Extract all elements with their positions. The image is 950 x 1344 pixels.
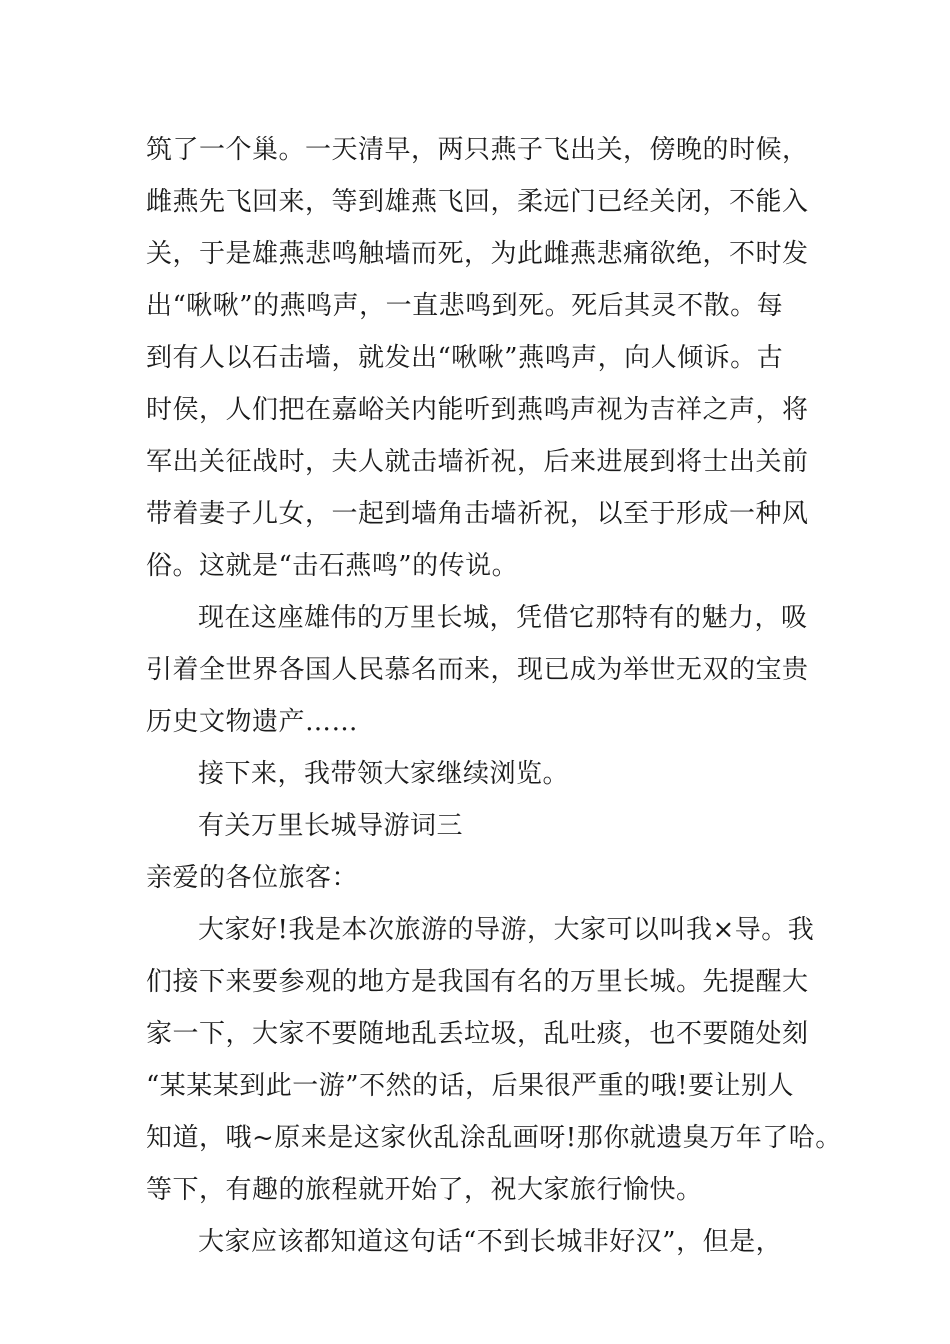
paragraph-start-line: 接下来，我带领大家继续浏览。 <box>198 759 570 789</box>
text-line: 引着全世界各国人民慕名而来，现已成为举世无双的宝贵 <box>146 655 809 685</box>
text-line: 出“啾啾”的燕鸣声，一直悲鸣到死。死后其灵不散。每 <box>146 291 784 321</box>
text-line: 带着妻子儿女，一起到墙角击墙祈祝，以至于形成一种风 <box>146 499 809 529</box>
text-line: 雌燕先飞回来，等到雄燕飞回，柔远门已经关闭，不能入 <box>146 187 809 217</box>
text-line: 知道，哦~原来是这家伙乱涂乱画呀!那你就遗臭万年了哈。 <box>146 1123 842 1153</box>
text-line: 到有人以石击墙，就发出“啾啾”燕鸣声，向人倾诉。古 <box>146 343 784 373</box>
text-line: 们接下来要参观的地方是我国有名的万里长城。先提醒大 <box>146 967 809 997</box>
text-line: 等下，有趣的旅程就开始了，祝大家旅行愉快。 <box>146 1175 703 1205</box>
paragraph-start-line: 现在这座雄伟的万里长城，凭借它那特有的魅力，吸 <box>198 603 808 633</box>
text-line: 家一下，大家不要随地乱丢垃圾，乱吐痰，也不要随处刻 <box>146 1019 809 1049</box>
text-line: 时侯，人们把在嘉峪关内能听到燕鸣声视为吉祥之声，将 <box>146 395 809 425</box>
salutation-line: 亲爱的各位旅客： <box>146 863 359 893</box>
paragraph-start-line: 大家应该都知道这句话“不到长城非好汉”，但是， <box>198 1227 783 1257</box>
text-line: 筑了一个巢。一天清早，两只燕子飞出关，傍晚的时候， <box>146 135 809 165</box>
paragraph-start-line: 大家好!我是本次旅游的导游，大家可以叫我×导。我 <box>198 915 815 945</box>
text-line: 关，于是雄燕悲鸣触墙而死，为此雌燕悲痛欲绝，不时发 <box>146 239 809 269</box>
text-line: 历史文物遗产…… <box>146 707 359 737</box>
text-line: 俗。这就是“击石燕鸣”的传说。 <box>146 551 519 581</box>
section-heading: 有关万里长城导游词三 <box>198 811 464 841</box>
document-body <box>146 124 842 1268</box>
text-line: 军出关征战时，夫人就击墙祈祝，后来进展到将士出关前 <box>146 447 809 477</box>
text-line: “某某某到此一游”不然的话，后果很严重的哦!要让别人 <box>146 1071 795 1101</box>
